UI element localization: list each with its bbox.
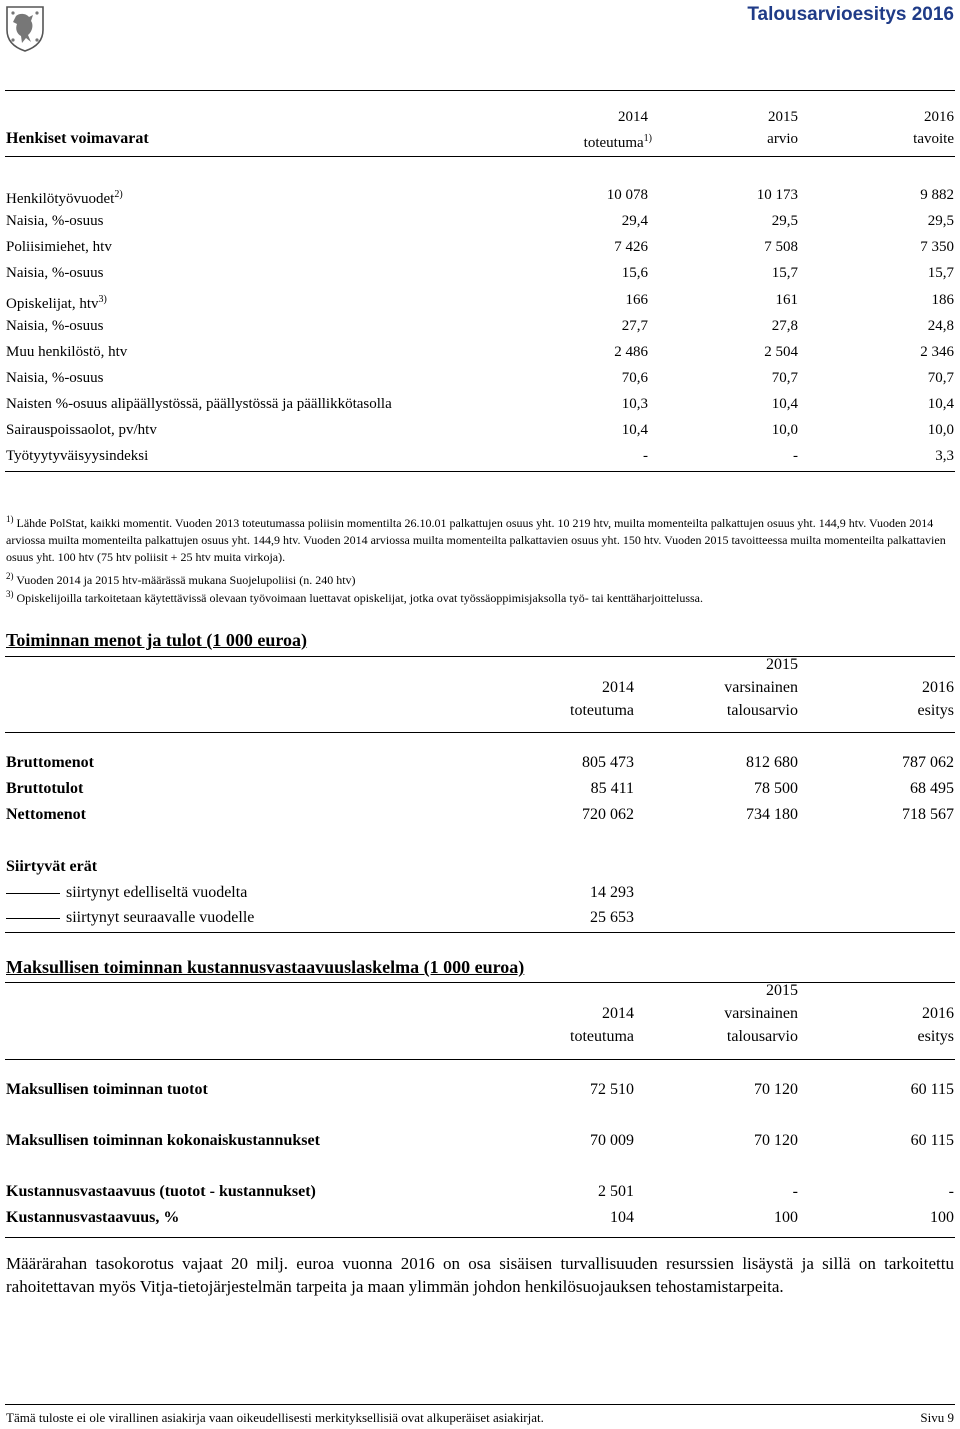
col3-year: 2016 [924, 109, 954, 125]
row-label: Kustannusvastaavuus (tuotot - kustannukset) [6, 1183, 316, 1200]
table-row [0, 804, 960, 826]
value-2016: 7 350 [920, 239, 954, 255]
table-row [0, 882, 960, 904]
table-row [0, 341, 960, 363]
footer-disclaimer: Tämä tuloste ei ole virallinen asiakirja vaan oikeudellisesti merkityksellisiä ovat alkuperäiset asiakirjat. [6, 1410, 544, 1425]
value-2014: 104 [610, 1209, 634, 1226]
value-2014: 166 [625, 292, 648, 308]
value-2015: - [792, 1183, 798, 1200]
col1-label: toteutuma$^{1)}$ [583, 133, 652, 151]
value-2016: 2 346 [920, 344, 954, 360]
table-row [0, 315, 960, 337]
rule [5, 982, 955, 983]
value-2014: 15,6 [621, 265, 648, 281]
value-2014: 70,6 [621, 370, 648, 386]
table-row [0, 289, 960, 311]
col2-header: 2015 [766, 656, 798, 673]
col2-header: varsinainen [724, 679, 798, 696]
value-2015: - [793, 448, 798, 464]
footnote-mark: 3) [98, 294, 107, 305]
table-row [0, 778, 960, 800]
value-2016: 3,3 [935, 448, 954, 464]
footnote-text: Vuoden 2014 ja 2015 htv-määrässä mukana Suojelupoliisi (n. 240 htv) [16, 573, 356, 587]
rule [5, 932, 955, 933]
value-2016: 24,8 [927, 318, 954, 334]
col1-header: 2014 [602, 679, 634, 696]
value-2016: 29,5 [927, 213, 954, 229]
col1-header: 2014 [602, 1005, 634, 1022]
value-2016: 60 115 [910, 1132, 954, 1149]
footnote-text: Lähde PolStat, kaikki momentit. Vuoden 2013 toteutumassa poliisin momentilta 26.10.01 palkattujen osuus yht. 10 219 htv, muilta momenteilta palkattujen osuus yht. 144,9 htv. Vuoden 2014 arviossa muilta momenteilta palkattujen osuus yht. 144,9 htv. Vuoden 2014 arviossa muilta momenteilta palkattavien osuus yht. 150 htv. Vuoden 2015 tavoitteessa muilta momenteilta palkattavien osuus yht. 100 htv (75 htv poliisit + 25 htv muita virkoja). [6, 516, 946, 564]
value-2015: 70 120 [754, 1081, 798, 1098]
value-2014: 10 078 [606, 187, 648, 203]
table-row [0, 236, 960, 258]
table-row [0, 752, 960, 774]
row-label: Naisia, %-osuus [6, 370, 104, 386]
col3-header: 2016 [922, 679, 954, 696]
col2-header: 2015 [766, 982, 798, 999]
row-label: siirtynyt edelliseltä vuodelta [6, 882, 247, 904]
col3-label: tavoite [913, 131, 954, 147]
value-2016: 68 495 [910, 780, 954, 797]
value-2014: 2 501 [598, 1183, 634, 1200]
col2-label: arvio [767, 131, 798, 147]
value-2015: 10 173 [756, 187, 798, 203]
top-rule [5, 90, 955, 91]
row-label: Naisia, %-osuus [6, 265, 104, 281]
coat-of-arms-icon [4, 4, 46, 52]
table-row [0, 184, 960, 206]
value-2015: 78 500 [754, 780, 798, 797]
value-2016: 60 115 [910, 1081, 954, 1098]
value-2014: 10,4 [621, 422, 648, 438]
row-label: Opiskelijat, htv$^{3)}$ [6, 294, 107, 312]
value-2014: 2 486 [614, 344, 648, 360]
page-footer [6, 1410, 954, 1428]
rule [5, 1237, 955, 1238]
value-2016: 9 882 [920, 187, 954, 203]
footnote-mark: 1) [6, 514, 14, 524]
row-label: siirtynyt seuraavalle vuodelle [6, 907, 254, 929]
col1-year: 2014 [618, 109, 648, 125]
table-row [0, 210, 960, 232]
table-row [0, 393, 960, 415]
page-header [0, 0, 960, 60]
col3-header: esitys [917, 1028, 954, 1045]
value-2016: - [948, 1183, 954, 1200]
value-2014: 29,4 [621, 213, 648, 229]
footnote [6, 511, 956, 566]
value-2015: 10,4 [771, 396, 798, 412]
ops-title: Toiminnan menot ja tulot (1 000 euroa) [6, 630, 308, 650]
rule [5, 156, 955, 157]
rule [5, 471, 955, 472]
paid-title: Maksullisen toiminnan kustannusvastaavuuslaskelma (1 000 euroa) [6, 957, 525, 977]
value-2015: 812 680 [746, 754, 798, 771]
row-label: Bruttotulot [6, 780, 84, 797]
page-number: Sivu 9 [920, 1410, 954, 1425]
row-label: Henkilötyövuodet$^{2)}$ [6, 189, 123, 207]
row-label: Maksullisen toiminnan tuotot [6, 1081, 208, 1098]
value-2016: 70,7 [927, 370, 954, 386]
rule [5, 656, 955, 657]
value-2014: 720 062 [582, 806, 634, 823]
row-label: Maksullisen toiminnan kokonaiskustannukset [6, 1132, 320, 1149]
value-2014: 27,7 [621, 318, 648, 334]
row-label: Naisia, %-osuus [6, 318, 104, 334]
row-label: Naisia, %-osuus [6, 213, 104, 229]
value-2016: 718 567 [902, 806, 954, 823]
value-2014: 70 009 [590, 1132, 634, 1149]
value-2016: 10,0 [927, 422, 954, 438]
row-label: Muu henkilöstö, htv [6, 344, 128, 360]
col3-header: 2016 [922, 1005, 954, 1022]
col2-header: varsinainen [724, 1005, 798, 1022]
value-2014: 7 426 [614, 239, 648, 255]
table-row [0, 907, 960, 929]
value-2015: 70 120 [754, 1132, 798, 1149]
footnote-mark: 3) [6, 589, 14, 599]
col1-header: toteutuma [570, 1028, 634, 1045]
rule [5, 732, 955, 733]
table-row [0, 1079, 960, 1101]
value-2014: - [643, 448, 648, 464]
footnote-text: Opiskelijoilla tarkoitetaan käytettävissä olevaan työvoimaan luettavat opiskelijat, jotka ovat työssäoppimisjaksolla työ- tai kenttäharjoittelussa. [16, 591, 703, 605]
footnote-mark: 2) [6, 571, 14, 581]
value-2014: 10,3 [621, 396, 648, 412]
value-2015: 734 180 [746, 806, 798, 823]
value-2016: 787 062 [902, 754, 954, 771]
row-label: Työtyytyväisyysindeksi [6, 448, 149, 464]
col2-year: 2015 [768, 109, 798, 125]
table-row [0, 367, 960, 389]
value-2015: 70,7 [771, 370, 798, 386]
col1-header: toteutuma [570, 702, 634, 719]
col2-header: talousarvio [726, 1028, 798, 1045]
value-2014: 805 473 [582, 754, 634, 771]
section-label: Henkiset voimavarat [6, 130, 149, 147]
table-row [0, 1130, 960, 1152]
value-2016: 186 [931, 292, 954, 308]
body-paragraph: Määrärahan tasokorotus vajaat 20 milj. euroa vuonna 2016 on osa sisäisen turvallisuuden resurssien lisäystä ja sillä on tarkoitettu rahoitettavan myös Vitja-tietojärjestelmän tarpeita ja maan ylimmän johdon henkilösuojauksen tehostamistarpeita. [6, 1254, 954, 1296]
row-label: Naisten %-osuus alipäällystössä, päällystössä ja päällikkötasolla [6, 396, 392, 412]
table-row [0, 1207, 960, 1229]
value-2014: 25 653 [590, 909, 634, 926]
col3-header: esitys [917, 702, 954, 719]
dash-mark [6, 893, 60, 894]
value-2014: 72 510 [590, 1081, 634, 1098]
value-2016: 100 [930, 1209, 954, 1226]
table-row [0, 419, 960, 441]
row-label: Poliisimiehet, htv [6, 239, 112, 255]
document-title: Talousarvioesitys 2016 [747, 4, 954, 25]
row-label: Kustannusvastaavuus, % [6, 1209, 180, 1226]
transfer-title: Siirtyvät erät [6, 858, 98, 875]
value-2015: 161 [775, 292, 798, 308]
table-row [0, 262, 960, 284]
value-2015: 7 508 [764, 239, 798, 255]
rule [5, 1059, 955, 1060]
value-2014: 14 293 [590, 884, 634, 901]
footnote-mark: 2) [114, 189, 123, 200]
value-2015: 29,5 [771, 213, 798, 229]
table-row [0, 445, 960, 467]
value-2016: 10,4 [927, 396, 954, 412]
dash-mark [6, 918, 60, 919]
value-2016: 15,7 [927, 265, 954, 281]
footnote [6, 586, 956, 607]
row-label: Bruttomenot [6, 754, 94, 771]
row-label: Nettomenot [6, 806, 86, 823]
col2-header: talousarvio [726, 702, 798, 719]
row-label: Sairauspoissaolot, pv/htv [6, 422, 157, 438]
footer-rule [5, 1404, 955, 1405]
value-2015: 2 504 [764, 344, 798, 360]
value-2015: 27,8 [771, 318, 798, 334]
value-2015: 10,0 [771, 422, 798, 438]
value-2014: 85 411 [590, 780, 634, 797]
table-row [0, 1181, 960, 1203]
value-2015: 15,7 [771, 265, 798, 281]
value-2015: 100 [774, 1209, 798, 1226]
